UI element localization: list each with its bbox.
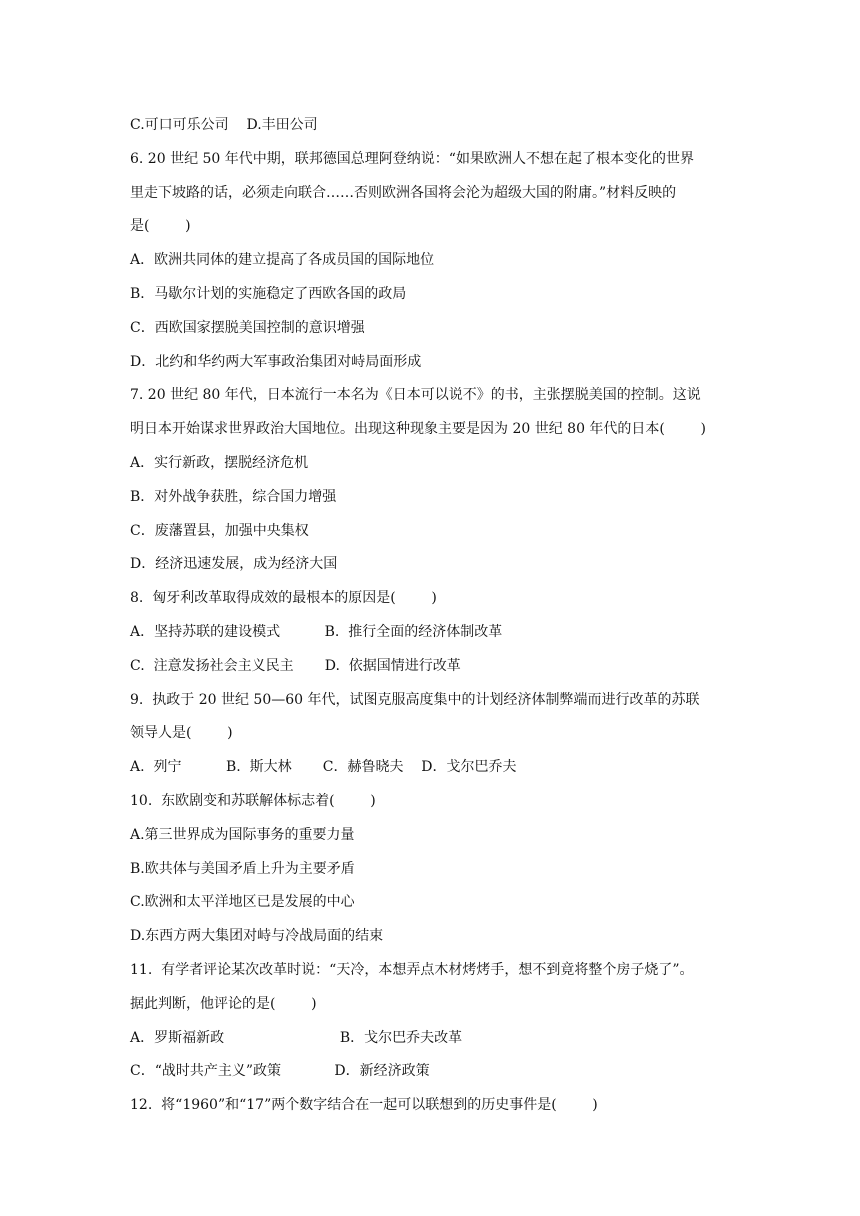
question-8-stem: 8. 匈牙利改革取得成效的最根本的原因是( ) <box>130 590 437 607</box>
question-11-line-2: 据此判断，他评论的是( ) <box>130 995 317 1012</box>
question-6-line-1: 6. 20 世纪 50 年代中期，联邦德国总理阿登纳说：“如果欧洲人不想在起了根本变化的世界 <box>130 150 694 167</box>
question-10-option-d: D.东西方两大集团对峙与冷战局面的结束 <box>130 928 384 945</box>
question-10-option-c: C.欧洲和太平洋地区已是发展的中心 <box>130 894 355 911</box>
question-6-option-a: A．欧洲共同体的建立提高了各成员国的国际地位 <box>130 252 435 269</box>
question-10-stem: 10. 东欧剧变和苏联解体标志着( ) <box>130 792 376 809</box>
question-7-line-1: 7. 20 世纪 80 年代，日本流行一本名为《日本可以说不》的书，主张摆脱美国的控制。这说 <box>130 387 701 404</box>
question-6-line-3: 是( ) <box>130 218 191 235</box>
question-6-option-c: C．西欧国家摆脱美国控制的意识增强 <box>130 319 365 336</box>
question-8-options-ab: A．坚持苏联的建设模式 B. 推行全面的经济体制改革 <box>130 623 503 640</box>
text-line-1: C.可口可乐公司 D.丰田公司 <box>130 117 318 133</box>
question-8-options-cd: C. 注意发扬社会主义民主 D. 依据国情进行改革 <box>130 657 461 674</box>
question-6-option-d: D．北约和华约两大军事政治集团对峙局面形成 <box>130 353 422 370</box>
question-9-line-1: 9. 执政于 20 世纪 50—60 年代，试图克服高度集中的计划经济体制弊端而进行改革的苏联 <box>130 691 700 708</box>
question-12-stem: 12. 将“1960”和“17”两个数字结合在一起可以联想到的历史事件是( ) <box>130 1097 598 1114</box>
document-page <box>130 109 740 1123</box>
question-10-option-a: A.第三世界成为国际事务的重要力量 <box>130 826 355 843</box>
question-7-option-a: A．实行新政，摆脱经济危机 <box>130 454 309 471</box>
question-9-options: A. 列宁 B. 斯大林 C．赫鲁晓夫 D．戈尔巴乔夫 <box>130 759 517 776</box>
question-6-line-2: 里走下坡路的话，必须走向联合……否则欧洲各国将会沦为超级大国的附庸。”材料反映的 <box>130 184 677 201</box>
question-11-options-cd: C．“战时共产主义”政策 D．新经济政策 <box>130 1063 430 1080</box>
question-7-option-c: C．废藩置县，加强中央集权 <box>130 522 309 539</box>
question-7-option-d: D．经济迅速发展，成为经济大国 <box>130 556 338 573</box>
question-7-line-2: 明日本开始谋求世界政治大国地位。出现这种现象主要是因为 20 世纪 80 年代的日本( ) <box>130 421 706 438</box>
question-9-line-2: 领导人是( ) <box>130 725 233 742</box>
question-11-options-ab: A．罗斯福新政 B．戈尔巴乔夫改革 <box>130 1029 463 1046</box>
question-10-option-b: B.欧共体与美国矛盾上升为主要矛盾 <box>130 860 355 877</box>
question-11-line-1: 11. 有学者评论某次改革时说：“天冷，本想弄点木材烤烤手，想不到竟将整个房子烧了”。 <box>130 961 694 978</box>
question-7-option-b: B．对外战争获胜，综合国力增强 <box>130 488 337 505</box>
question-6-option-b: B．马歇尔计划的实施稳定了西欧各国的政局 <box>130 285 407 302</box>
